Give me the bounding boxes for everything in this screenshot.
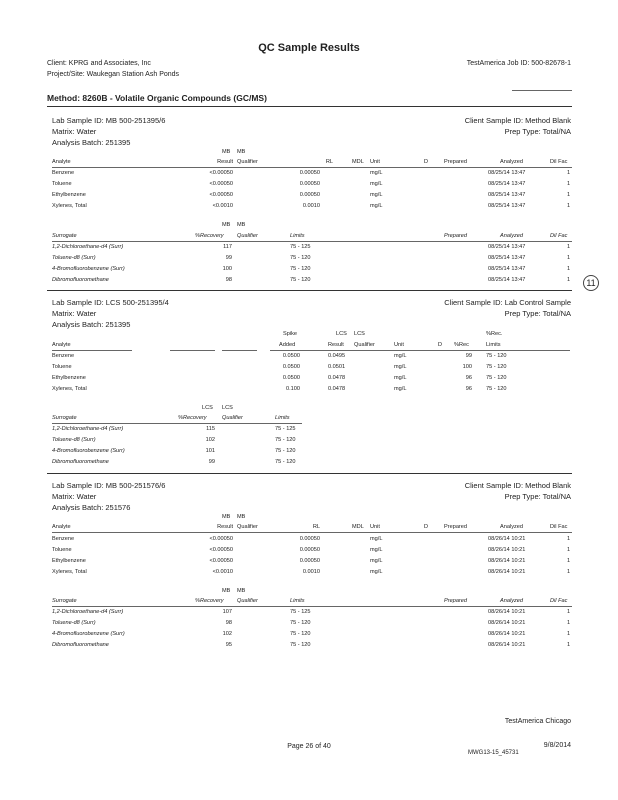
client-sample-id: Client Sample ID: Method Blank xyxy=(464,481,571,490)
col-recovery: %Recovery xyxy=(195,233,224,239)
recovery: 98 xyxy=(225,620,232,626)
analysis-batch: Analysis Batch: 251576 xyxy=(52,503,131,512)
limits: 75 - 120 xyxy=(275,437,296,443)
col-recovery: %Recovery xyxy=(178,415,207,421)
dilfac: 1 xyxy=(567,170,571,176)
analyzed: 08/26/14 10:21 xyxy=(488,620,526,626)
recovery: 107 xyxy=(222,609,232,615)
analyzed: 08/26/14 10:21 xyxy=(488,547,526,553)
rec: 100 xyxy=(462,364,472,370)
dilfac: 1 xyxy=(567,266,571,272)
analyzed: 08/25/14 13:47 xyxy=(488,244,526,250)
surrogate: 4-Bromofluorobenzene (Surr) xyxy=(52,448,125,454)
analyte: Ethylbenzene xyxy=(52,375,86,381)
result: <0.00050 xyxy=(209,547,233,553)
surrogate: 4-Bromofluorobenzene (Surr) xyxy=(52,266,125,272)
col-qualifier: Qualifier xyxy=(222,415,243,421)
dilfac: 1 xyxy=(567,244,571,250)
dilfac: 1 xyxy=(567,558,571,564)
unit: mg/L xyxy=(370,547,383,553)
col-dilfac: Dil Fac xyxy=(550,598,568,604)
footer-doc-id: MWG13-15_45731 xyxy=(468,750,519,756)
added: 0.0500 xyxy=(282,375,300,381)
limits: 75 - 120 xyxy=(486,353,507,359)
dilfac: 1 xyxy=(567,277,571,283)
col-dilfac: Dil Fac xyxy=(550,524,568,530)
rl: 0.00050 xyxy=(299,192,320,198)
analyzed: 08/26/14 10:21 xyxy=(488,536,526,542)
matrix: Matrix: Water xyxy=(52,492,97,501)
rl: 0.00050 xyxy=(299,170,320,176)
lab-sample-id: Lab Sample ID: LCS 500-251395/4 xyxy=(52,298,169,307)
col-qualifier: Qualifier xyxy=(237,598,258,604)
limits: 75 - 125 xyxy=(275,426,296,432)
analysis-batch: Analysis Batch: 251395 xyxy=(52,138,131,147)
prep-type: Prep Type: Total/NA xyxy=(504,309,571,318)
dilfac: 1 xyxy=(567,569,571,575)
unit: mg/L xyxy=(394,375,407,381)
unit: mg/L xyxy=(370,203,383,209)
unit: mg/L xyxy=(370,170,383,176)
rl: 0.00050 xyxy=(299,536,320,542)
header-rule xyxy=(170,350,215,351)
added: 0.100 xyxy=(286,386,300,392)
col-prepared: Prepared xyxy=(444,233,468,239)
analyzed: 08/25/14 13:47 xyxy=(488,255,526,261)
mb-col-top: MB xyxy=(222,514,231,520)
analyzed: 08/25/14 13:47 xyxy=(488,266,526,272)
result: <0.00050 xyxy=(209,558,233,564)
surrogate: Dibromofluoromethane xyxy=(52,642,109,648)
limits: 75 - 120 xyxy=(290,255,311,261)
col-surrogate: Surrogate xyxy=(52,598,77,604)
col-qualifier: Qualifier xyxy=(237,159,258,165)
col-dilfac: Dil Fac xyxy=(550,159,568,165)
analyzed: 08/26/14 10:21 xyxy=(488,569,526,575)
surrogate: 1,2-Dichloroethane-d4 (Surr) xyxy=(52,609,124,615)
dilfac: 1 xyxy=(567,642,571,648)
limits: 75 - 120 xyxy=(486,386,507,392)
col-rl: RL xyxy=(325,159,333,165)
mb-col-top: MB xyxy=(222,149,231,155)
footer-date: 9/8/2014 xyxy=(543,742,571,749)
lab-sample-id: Lab Sample ID: MB 500-251576/6 xyxy=(52,481,166,490)
result: <0.00050 xyxy=(209,192,233,198)
page-title: QC Sample Results xyxy=(258,42,360,54)
surrogate: Toluene-d8 (Surr) xyxy=(52,437,96,443)
mb-col-top-2: MB xyxy=(237,514,246,520)
rec-top: %Rec. xyxy=(486,331,503,337)
recovery: 102 xyxy=(205,437,215,443)
rec: 96 xyxy=(465,386,472,392)
header-rule xyxy=(222,350,257,351)
unit: mg/L xyxy=(370,536,383,542)
dilfac: 1 xyxy=(567,631,571,637)
analyzed: 08/26/14 10:21 xyxy=(488,631,526,637)
surrogate: Dibromofluoromethane xyxy=(52,277,109,283)
col-result: Result xyxy=(217,524,233,530)
analyte: Ethylbenzene xyxy=(52,192,86,198)
col-analyzed: Analyzed xyxy=(500,233,524,239)
limits: 75 - 120 xyxy=(486,375,507,381)
col-analyzed: Analyzed xyxy=(500,524,524,530)
limits: 75 - 120 xyxy=(290,631,311,637)
col-limits: Limits xyxy=(290,233,305,239)
recovery: 95 xyxy=(225,642,232,648)
col-mdl: MDL xyxy=(352,159,364,165)
col-analyzed: Analyzed xyxy=(500,159,524,165)
header-rule xyxy=(52,350,132,351)
analyzed: 08/25/14 13:47 xyxy=(488,170,526,176)
rec: 96 xyxy=(465,375,472,381)
analysis-batch: Analysis Batch: 251395 xyxy=(52,320,131,329)
footer-company: TestAmerica Chicago xyxy=(504,718,571,725)
col-limits: Limits xyxy=(275,415,290,421)
rl: 0.00050 xyxy=(299,558,320,564)
col-qualifier: Qualifier xyxy=(237,524,258,530)
recovery: 100 xyxy=(222,266,232,272)
dilfac: 1 xyxy=(567,620,571,626)
col-analyzed: Analyzed xyxy=(500,598,524,604)
job-id: TestAmerica Job ID: 500-82678-1 xyxy=(466,60,571,67)
surr-mb-top: MB xyxy=(222,588,231,594)
surr-mb-top-2: MB xyxy=(237,588,246,594)
added: 0.0500 xyxy=(282,353,300,359)
dilfac: 1 xyxy=(567,192,571,198)
result: <0.00050 xyxy=(209,181,233,187)
col-added: Added xyxy=(279,342,296,348)
col-limits: Limits xyxy=(486,342,501,348)
col-surrogate: Surrogate xyxy=(52,415,77,421)
unit: mg/L xyxy=(394,364,407,370)
limits: 75 - 120 xyxy=(290,642,311,648)
prep-type: Prep Type: Total/NA xyxy=(504,492,571,501)
method-rule xyxy=(47,106,572,107)
unit: mg/L xyxy=(370,192,383,198)
result: <0.00050 xyxy=(209,536,233,542)
limits: 75 - 120 xyxy=(290,620,311,626)
analyte: Toluene xyxy=(52,547,72,553)
method-label: Method: 8260B - Volatile Organic Compounds (GC/MS) xyxy=(47,93,267,103)
analyzed: 08/25/14 13:47 xyxy=(488,203,526,209)
result: <0.0010 xyxy=(212,569,233,575)
limits: 75 - 120 xyxy=(290,277,311,283)
result: 0.0501 xyxy=(328,364,346,370)
project-label: Project/Site: Waukegan Station Ash Ponds xyxy=(47,71,180,78)
result: 0.0495 xyxy=(328,353,346,359)
result: <0.00050 xyxy=(209,170,233,176)
client-label: Client: KPRG and Associates, Inc xyxy=(47,60,151,67)
dilfac: 1 xyxy=(567,609,571,615)
limits: 75 - 120 xyxy=(486,364,507,370)
col-d: D xyxy=(424,159,429,165)
limits: 75 - 120 xyxy=(275,448,296,454)
recovery: 117 xyxy=(223,244,232,250)
col-dilfac: Dil Fac xyxy=(550,233,568,239)
recovery: 99 xyxy=(225,255,232,261)
analyte: Xylenes, Total xyxy=(52,569,87,575)
dilfac: 1 xyxy=(567,203,571,209)
col-d: D xyxy=(424,524,429,530)
analyte: Xylenes, Total xyxy=(52,386,87,392)
rec: 99 xyxy=(465,353,472,359)
unit: mg/L xyxy=(370,181,383,187)
col-prepared: Prepared xyxy=(444,524,468,530)
limits: 75 - 125 xyxy=(290,244,311,250)
col-surrogate: Surrogate xyxy=(52,233,77,239)
dilfac: 1 xyxy=(567,255,571,261)
lab-sample-id: Lab Sample ID: MB 500-251395/6 xyxy=(52,116,166,125)
analyzed: 08/26/14 10:21 xyxy=(488,609,526,615)
recovery: 99 xyxy=(208,459,215,465)
surrogate: Dibromofluoromethane xyxy=(52,459,109,465)
analyzed: 08/25/14 13:47 xyxy=(488,192,526,198)
limits: 75 - 125 xyxy=(290,609,311,615)
matrix: Matrix: Water xyxy=(52,127,97,136)
col-analyte: Analyte xyxy=(52,159,71,165)
mb-col-top-2: MB xyxy=(237,149,246,155)
result: 0.0478 xyxy=(328,386,346,392)
recovery: 115 xyxy=(206,426,215,432)
spike-top: Spike xyxy=(283,331,297,337)
result: <0.0010 xyxy=(212,203,233,209)
header-rule xyxy=(52,423,302,424)
lcs-top-2: LCS xyxy=(354,331,365,337)
col-unit: Unit xyxy=(370,159,380,165)
surrogate: 4-Bromofluorobenzene (Surr) xyxy=(52,631,125,637)
analyte: Ethylbenzene xyxy=(52,558,86,564)
surrogate: Toluene-d8 (Surr) xyxy=(52,620,96,626)
header-rule xyxy=(52,532,572,533)
rl: 0.00050 xyxy=(299,547,320,553)
analyzed: 08/25/14 13:47 xyxy=(488,181,526,187)
matrix: Matrix: Water xyxy=(52,309,97,318)
header-rule xyxy=(270,350,570,351)
surr-mb-top-2: MB xyxy=(237,222,246,228)
col-limits: Limits xyxy=(290,598,305,604)
header-rule xyxy=(52,606,572,607)
unit: mg/L xyxy=(370,558,383,564)
rl: 0.0010 xyxy=(302,203,320,209)
header-rule xyxy=(52,241,572,242)
unit: mg/L xyxy=(394,353,407,359)
rl: 0.00050 xyxy=(299,181,320,187)
recovery: 101 xyxy=(205,448,215,454)
col-mdl: MDL xyxy=(352,524,364,530)
col-prepared: Prepared xyxy=(444,159,468,165)
col-unit: Unit xyxy=(394,342,404,348)
analyte: Benzene xyxy=(52,536,75,542)
col-qualifier: Qualifier xyxy=(354,342,375,348)
dilfac: 1 xyxy=(567,536,571,542)
col-rl: RL xyxy=(312,524,320,530)
analyzed: 08/25/14 13:47 xyxy=(488,277,526,283)
analyzed: 08/26/14 10:21 xyxy=(488,642,526,648)
lcs-top: LCS xyxy=(336,331,347,337)
section-rule xyxy=(47,473,572,474)
surrogate: 1,2-Dichloroethane-d4 (Surr) xyxy=(52,244,124,250)
recovery: 98 xyxy=(225,277,232,283)
header-rule xyxy=(52,167,572,168)
analyte: Toluene xyxy=(52,364,72,370)
surr-mb-top: MB xyxy=(222,222,231,228)
added: 0.0500 xyxy=(282,364,300,370)
col-d: D xyxy=(438,342,443,348)
analyzed: 08/26/14 10:21 xyxy=(488,558,526,564)
rl: 0.0010 xyxy=(302,569,320,575)
client-sample-id: Client Sample ID: Method Blank xyxy=(464,116,571,125)
result: 0.0478 xyxy=(328,375,346,381)
recovery: 102 xyxy=(222,631,232,637)
surrogate: 1,2-Dichloroethane-d4 (Surr) xyxy=(52,426,124,432)
analyte: Xylenes, Total xyxy=(52,203,87,209)
col-result: Result xyxy=(328,342,344,348)
limits: 75 - 120 xyxy=(275,459,296,465)
col-result: Result xyxy=(217,159,233,165)
unit: mg/L xyxy=(370,569,383,575)
col-analyte: Analyte xyxy=(52,524,71,530)
limits: 75 - 120 xyxy=(290,266,311,272)
analyte: Toluene xyxy=(52,181,72,187)
col-prepared: Prepared xyxy=(444,598,468,604)
col-unit: Unit xyxy=(370,524,380,530)
surr-lcs-top: LCS xyxy=(202,405,213,411)
col-recovery: %Recovery xyxy=(195,598,224,604)
footer-page: Page 26 of 40 xyxy=(287,743,331,750)
section-rule xyxy=(47,290,572,291)
short-rule xyxy=(512,90,572,91)
analyte: Benzene xyxy=(52,170,75,176)
client-sample-id: Client Sample ID: Lab Control Sample xyxy=(444,298,571,307)
unit: mg/L xyxy=(394,386,407,392)
col-rec: %Rec xyxy=(454,342,469,348)
col-analyte: Analyte xyxy=(52,342,71,348)
surr-lcs-top-2: LCS xyxy=(222,405,233,411)
dilfac: 1 xyxy=(567,181,571,187)
surrogate: Toluene-d8 (Surr) xyxy=(52,255,96,261)
dilfac: 1 xyxy=(567,547,571,553)
page-tab-marker: 11 xyxy=(583,275,599,291)
prep-type: Prep Type: Total/NA xyxy=(504,127,571,136)
col-qualifier: Qualifier xyxy=(237,233,258,239)
analyte: Benzene xyxy=(52,353,75,359)
